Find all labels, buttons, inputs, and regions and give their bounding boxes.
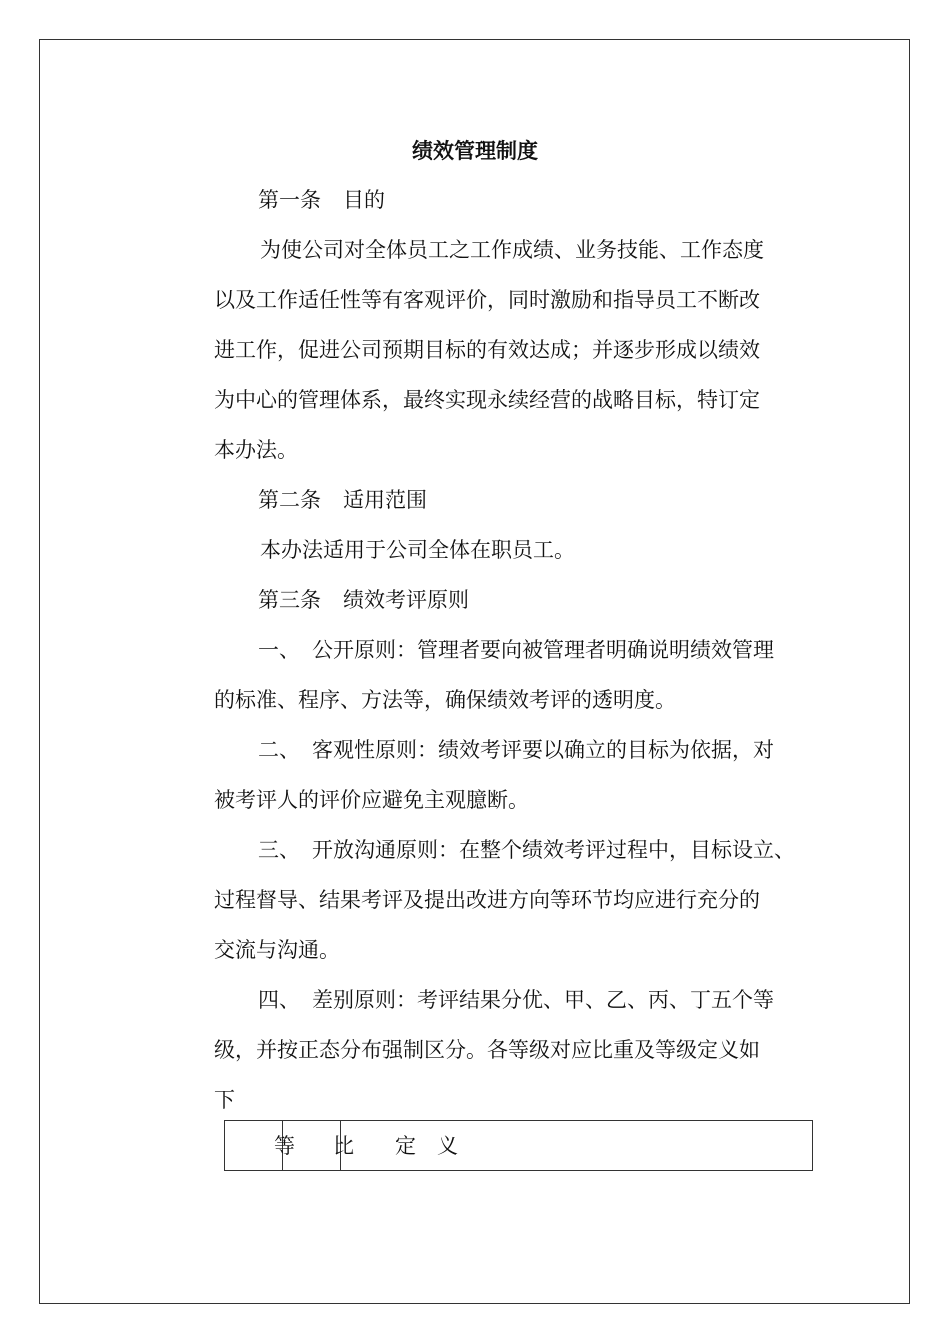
article-1-heading — [258, 183, 385, 217]
article-3-title: 绩效考评原则 — [343, 588, 469, 612]
article-3-number: 第三条 — [258, 588, 321, 612]
principle-3-text: 开放沟通原则：在整个绩效考评过程中，目标设立、 — [312, 838, 795, 862]
principle-2-line-2: 被考评人的评价应避免主观臆断。 — [214, 788, 529, 812]
principle-4-text: 差别原则：考评结果分优、甲、乙、丙、丁五个等 — [312, 988, 774, 1012]
principle-1-line-2: 的标准、程序、方法等，确保绩效考评的透明度。 — [214, 688, 676, 712]
table-header-definition: 定 义 — [395, 1134, 458, 1158]
principle-4-number: 四、 — [258, 988, 300, 1012]
article-2-heading — [258, 483, 427, 517]
table-header-ratio: 比 — [333, 1134, 354, 1158]
principle-1-number: 一、 — [258, 638, 300, 662]
principle-4-first-line — [258, 983, 774, 1017]
principle-1-first-line — [258, 633, 774, 667]
article-1-line-4: 为中心的管理体系，最终实现永续经营的战略目标，特订定 — [214, 388, 760, 412]
article-1-line-3: 进工作，促进公司预期目标的有效达成；并逐步形成以绩效 — [214, 338, 760, 362]
principle-3-line-3: 交流与沟通。 — [214, 938, 340, 962]
article-3-heading — [258, 583, 469, 617]
principle-3-line-2: 过程督导、结果考评及提出改进方向等环节均应进行充分的 — [214, 888, 760, 912]
principle-4-line-2: 级，并按正态分布强制区分。各等级对应比重及等级定义如 — [214, 1038, 760, 1062]
article-1-line-1: 为使公司对全体员工之工作成绩、业务技能、工作态度 — [260, 238, 764, 262]
principle-3-number: 三、 — [258, 838, 300, 862]
principle-4-line-3: 下 — [214, 1088, 235, 1112]
table-header-grade: 等 — [274, 1134, 295, 1158]
principle-2-first-line — [258, 733, 774, 767]
article-2-title: 适用范围 — [343, 488, 427, 512]
article-1-number: 第一条 — [258, 188, 321, 212]
article-2-number: 第二条 — [258, 488, 321, 512]
grade-table — [224, 1120, 813, 1171]
principle-2-text: 客观性原则：绩效考评要以确立的目标为依据，对 — [312, 738, 774, 762]
principle-1-text: 公开原则：管理者要向被管理者明确说明绩效管理 — [312, 638, 774, 662]
principle-3-first-line — [258, 833, 795, 867]
document-title: 绩效管理制度 — [412, 139, 538, 163]
article-1-title: 目的 — [343, 188, 385, 212]
page-border — [39, 39, 910, 1304]
article-2-line-1: 本办法适用于公司全体在职员工。 — [260, 538, 575, 562]
article-1-line-2: 以及工作适任性等有客观评价，同时激励和指导员工不断改 — [214, 288, 760, 312]
principle-2-number: 二、 — [258, 738, 300, 762]
article-1-line-5: 本办法。 — [214, 438, 298, 462]
